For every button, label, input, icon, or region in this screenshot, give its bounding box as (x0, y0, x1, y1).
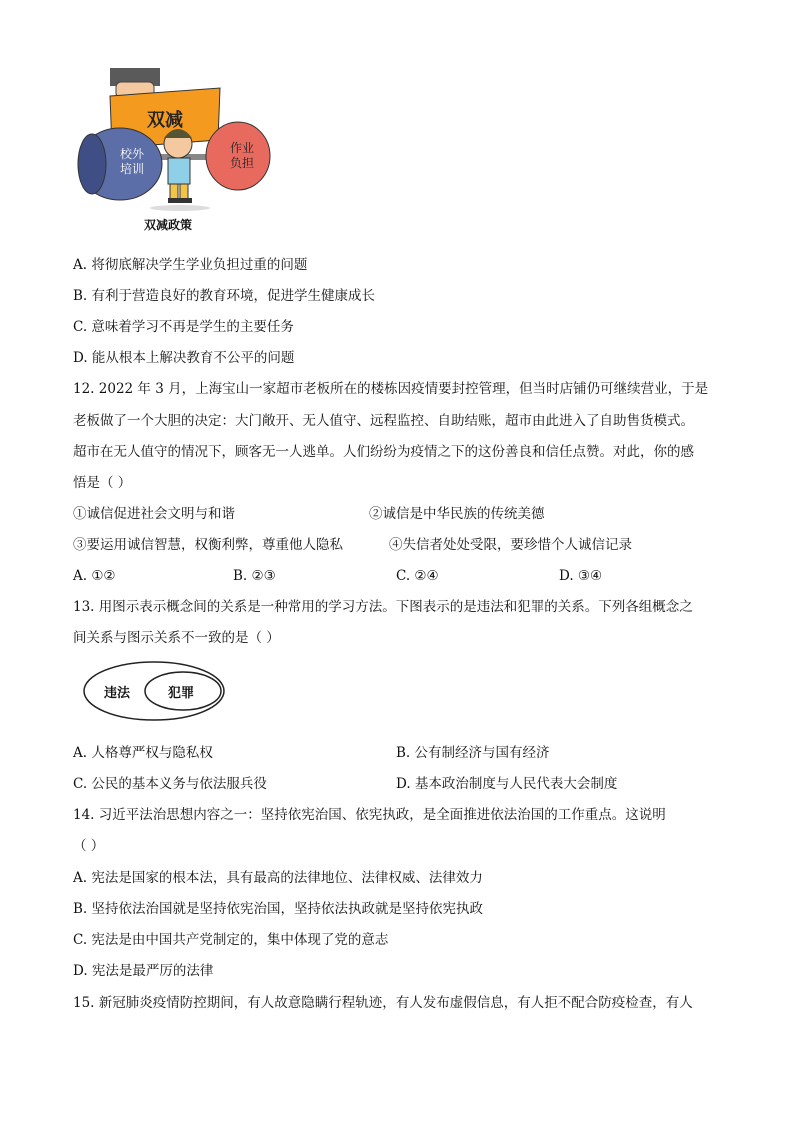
q12-option-b: B. ②③ (233, 568, 276, 584)
q13-option-b: B. 公有制经济与国有经济 (396, 745, 550, 761)
q15-stem-line-1: 15. 新冠肺炎疫情防控期间，有人故意隐瞒行程轨迹，有人发布虚假信息，有人拒不配合防疫检查，有人 (73, 995, 693, 1011)
q12-stem-line-1: 12. 2022 年 3 月，上海宝山一家超市老板所在的楼栋因疫情要封控管理，但当时店铺仍可继续营业，于是 (73, 381, 709, 397)
q12-stem-line-2: 老板做了一个大胆的决定：大门敞开、无人值守、远程监控、自助结账，超市由此进入了自助售货模式。 (73, 413, 694, 429)
q14-option-a: A. 宪法是国家的根本法，具有最高的法律地位、法律权威、法律效力 (73, 870, 483, 886)
q13-stem-line-1: 13. 用图示表示概念间的关系是一种常用的学习方法。下图表示的是违法和犯罪的关系。下列各组概念之 (73, 599, 693, 615)
q11-option-b: B. 有利于营造良好的教育环境，促进学生健康成长 (73, 288, 376, 304)
double-reduction-cartoon (70, 68, 280, 236)
q12-stem-line-4: 悟是（ ） (73, 475, 132, 491)
figure-caption: 双减政策 (144, 218, 193, 232)
right-weight-text-1: 作业 (229, 141, 255, 155)
q14-stem-line-2: （ ） (73, 838, 105, 854)
q11-option-a: A. 将彻底解决学生学业负担过重的问题 (73, 257, 308, 273)
inner-label: 犯罪 (168, 686, 195, 701)
q12-option-c: C. ②④ (396, 568, 439, 584)
cartoon-drawing (70, 68, 280, 236)
q12-option-d: D. ③④ (559, 568, 603, 584)
q12-statement-1: ①诚信促进社会文明与和谐 (73, 506, 235, 522)
q13-option-c: C. 公民的基本义务与依法服兵役 (73, 776, 267, 792)
q14-option-b: B. 坚持依法治国就是坚持依宪治国，坚持依法执政就是坚持依宪执政 (73, 901, 484, 917)
right-weight-text-2: 负担 (229, 156, 255, 170)
law-crime-diagram (82, 660, 227, 722)
q11-option-d: D. 能从根本上解决教育不公平的问题 (73, 350, 295, 366)
q12-stem-line-3: 超市在无人值守的情况下，顾客无一人逃单。人们纷纷为疫情之下的这份善良和信任点赞。对此，你的感 (73, 444, 694, 460)
child-body-shape (168, 158, 190, 184)
q12-statement-2: ②诚信是中华民族的传统美德 (369, 506, 545, 522)
q13-option-d: D. 基本政治制度与人民代表大会制度 (396, 776, 618, 792)
left-weight-text-1: 校外 (119, 147, 145, 161)
q14-option-d: D. 宪法是最严厉的法律 (73, 963, 214, 979)
outer-label: 违法 (104, 686, 131, 701)
q13-option-a: A. 人格尊严权与隐私权 (73, 745, 213, 761)
left-weight-text-2: 培训 (119, 162, 145, 176)
q12-statement-3: ③要运用诚信智慧，权衡利弊，尊重他人隐私 (73, 537, 343, 553)
q13-stem-line-2: 间关系与图示关系不一致的是（ ） (73, 630, 280, 646)
q12-statement-4: ④失信者处处受限，要珍惜个人诚信记录 (389, 537, 632, 553)
board-text: 双减 (147, 110, 183, 131)
q14-option-c: C. 宪法是由中国共产党制定的，集中体现了党的意志 (73, 932, 389, 948)
q12-option-a: A. ①② (73, 568, 116, 584)
q14-stem-line-1: 14. 习近平法治思想内容之一：坚持依宪治国、依宪执政，是全面推进依法治国的工作重点。这说明 (73, 807, 666, 823)
q11-option-c: C. 意味着学习不再是学生的主要任务 (73, 319, 294, 335)
